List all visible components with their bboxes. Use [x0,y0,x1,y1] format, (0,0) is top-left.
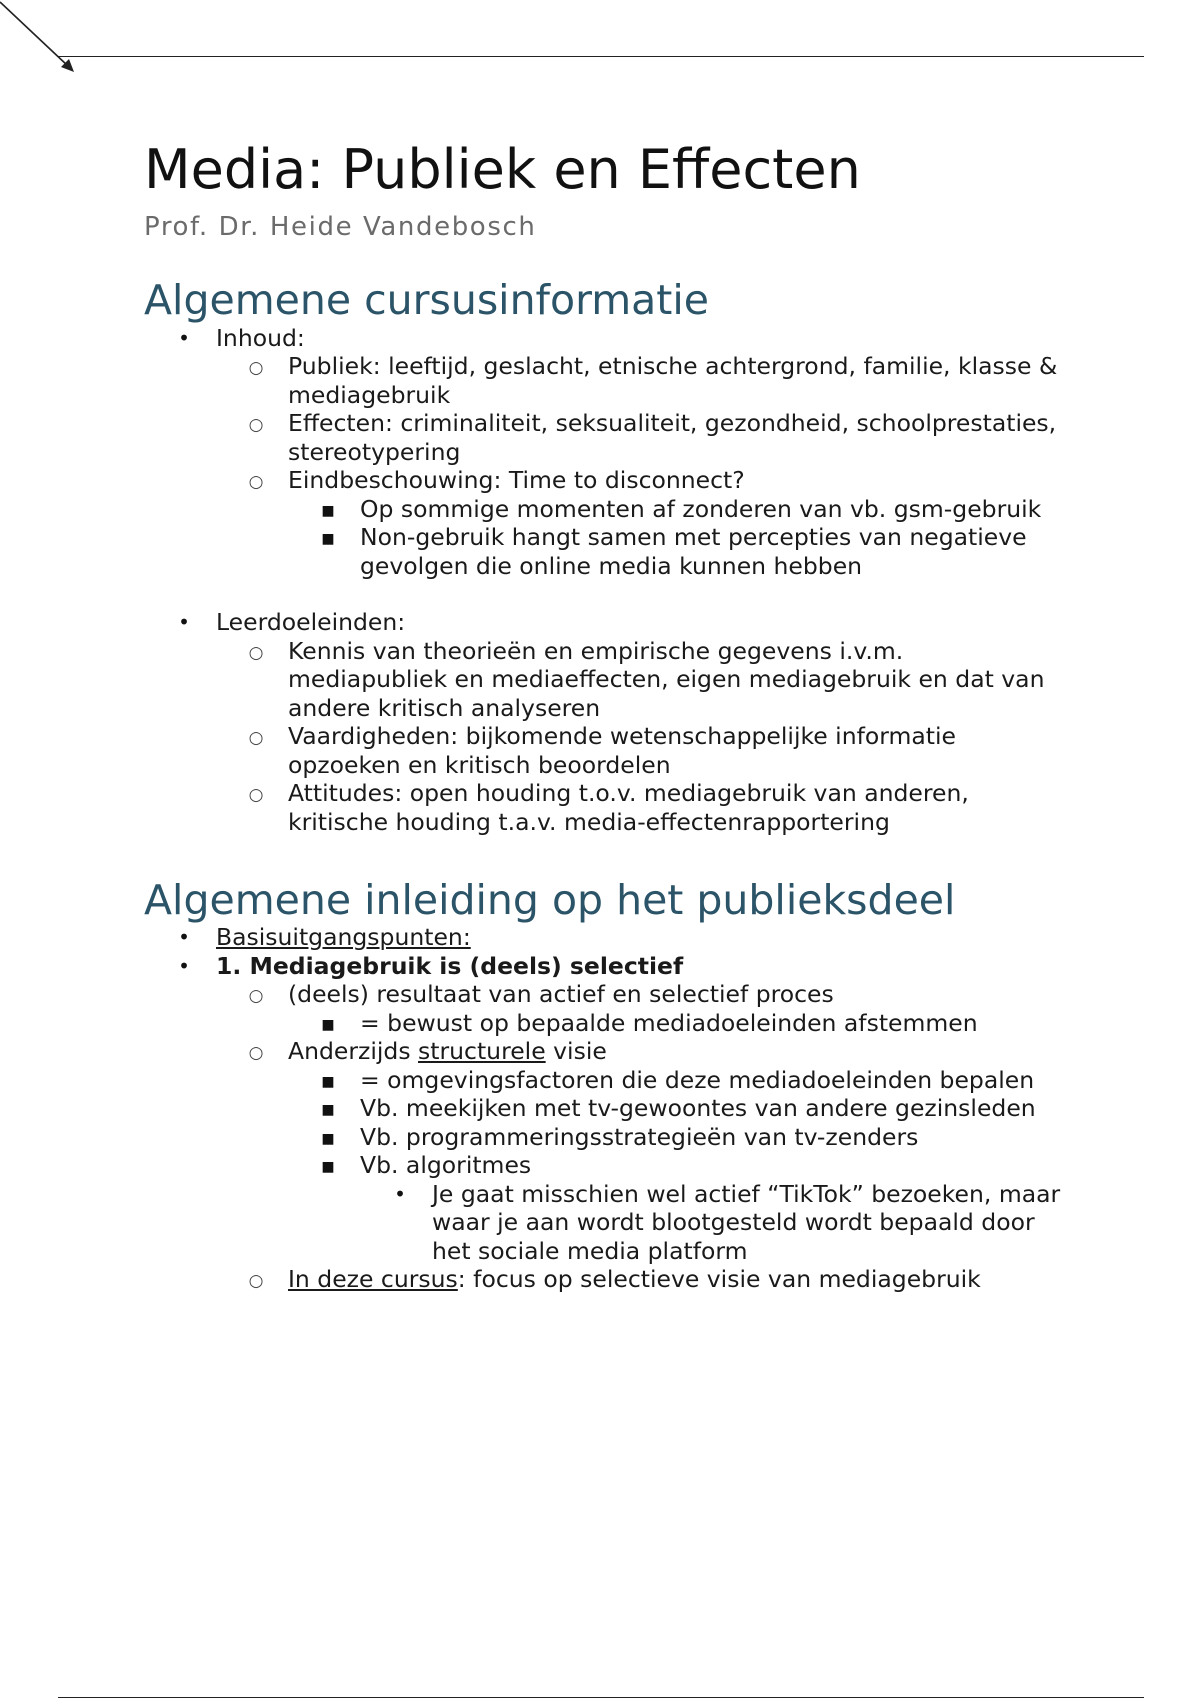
author-line: Prof. Dr. Heide Vandebosch [144,212,537,243]
list-item [178,608,1064,836]
circle-bullet-icon: ○ [248,728,264,749]
bullet-icon: • [394,1181,406,1206]
bullet-icon: • [178,925,190,950]
list-item: ○ (deels) resultaat van actief en selectief proces ■ = bewust op bepaalde mediadoeleinden afstemmen [288,980,1064,1037]
spacer [216,580,1064,608]
basis-label: Basisuitgangspunten: [216,923,471,952]
list-item: ○ Eindbeschouwing: Time to disconnect? ■ Op sommige momenten af zonderen van vb. gsm-gebruik ■ Non-gebruik hangt samen met percepties van negatieve gevolgen die online media kunnen hebben [288,466,1064,580]
list-item: ○ Anderzijds structurele visie ■ = omgevingsfactoren die deze mediadoeleinden bepalen ■ Vb. meekijken met tv-gewoontes van andere gezinsleden ■ Vb. programmeringsstrategieën van tv-zenders ■ Vb. algoritmes • Je gaat misschien wel actief “TikTok” bezoeken, maar waar je aan wordt blootgesteld wordt bepaald door het sociale media platform [288,1037,1064,1265]
circle-bullet-icon: ○ [248,785,264,806]
header-rule [58,56,1144,57]
circle-bullet-icon: ○ [248,1043,264,1064]
publieksdeel-list [144,923,1064,1294]
list-item [178,951,1064,1294]
list-item [178,323,1064,581]
corner-arrow-icon [0,0,90,90]
square-bullet-icon: ■ [321,531,335,548]
circle-bullet-icon: ○ [248,415,264,436]
square-bullet-icon: ■ [321,502,335,519]
circle-bullet-icon: ○ [248,1271,264,1292]
leerdoelen-label: Leerdoeleinden: [216,608,406,637]
bullet-icon: • [178,610,190,635]
square-bullet-icon: ■ [321,1130,335,1147]
point-heading: 1. Mediagebruik is (deels) selectief [216,951,684,980]
section-heading-cursusinformatie: Algemene cursusinformatie [144,276,709,325]
list-item: ■ = bewust op bepaalde mediadoeleinden afstemmen [360,1009,1064,1038]
section-heading-publieksdeel: Algemene inleiding op het publieksdeel [144,876,956,925]
list-item: ■ Non-gebruik hangt samen met percepties van negatieve gevolgen die online media kunnen hebben [360,523,1064,580]
square-bullet-icon: ■ [321,1016,335,1033]
list-item: ■ Op sommige momenten af zonderen van vb. gsm-gebruik [360,495,1064,524]
list-item: ○ Kennis van theorieën en empirische gegevens i.v.m. mediapubliek en mediaeffecten, eigen mediagebruik en dat van andere kritisch analyseren [288,637,1064,723]
square-bullet-icon: ■ [321,1159,335,1176]
footer-rule [58,1697,1144,1698]
list-item: ○ In deze cursus: focus op selectieve visie van mediagebruik [288,1265,1064,1294]
circle-bullet-icon: ○ [248,986,264,1007]
document-title: Media: Publiek en Effecten [144,138,861,201]
list-item: ■ = omgevingsfactoren die deze mediadoeleinden bepalen [360,1066,1064,1095]
list-item [178,923,1064,952]
list-item: ■ Vb. meekijken met tv-gewoontes van andere gezinsleden [360,1094,1064,1123]
list-item: ■ Vb. programmeringsstrategieën van tv-zenders [360,1123,1064,1152]
course-info-list [144,324,1064,837]
list-item: ○ Vaardigheden: bijkomende wetenschappelijke informatie opzoeken en kritisch beoordelen [288,722,1064,779]
list-item: ○ Publiek: leeftijd, geslacht, etnische achtergrond, familie, klasse & mediagebruik [288,352,1064,409]
list-item: ○ Attitudes: open houding t.o.v. mediagebruik van anderen, kritische houding t.a.v. media-effectenrapportering [288,779,1064,836]
document-page [144,140,1064,1294]
square-bullet-icon: ■ [321,1073,335,1090]
bullet-icon: • [178,325,190,350]
list-item: • Je gaat misschien wel actief “TikTok” bezoeken, maar waar je aan wordt blootgesteld wordt bepaald door het sociale media platform [432,1180,1064,1266]
bullet-icon: • [178,953,190,978]
list-item: ■ Vb. algoritmes • Je gaat misschien wel actief “TikTok” bezoeken, maar waar je aan wordt blootgesteld wordt bepaald door het sociale media platform [360,1151,1064,1265]
square-bullet-icon: ■ [321,1102,335,1119]
inhoud-label: Inhoud: [216,323,305,352]
circle-bullet-icon: ○ [248,358,264,379]
list-item: ○ Effecten: criminaliteit, seksualiteit, gezondheid, schoolprestaties, stereotypering [288,409,1064,466]
circle-bullet-icon: ○ [248,472,264,493]
circle-bullet-icon: ○ [248,642,264,663]
